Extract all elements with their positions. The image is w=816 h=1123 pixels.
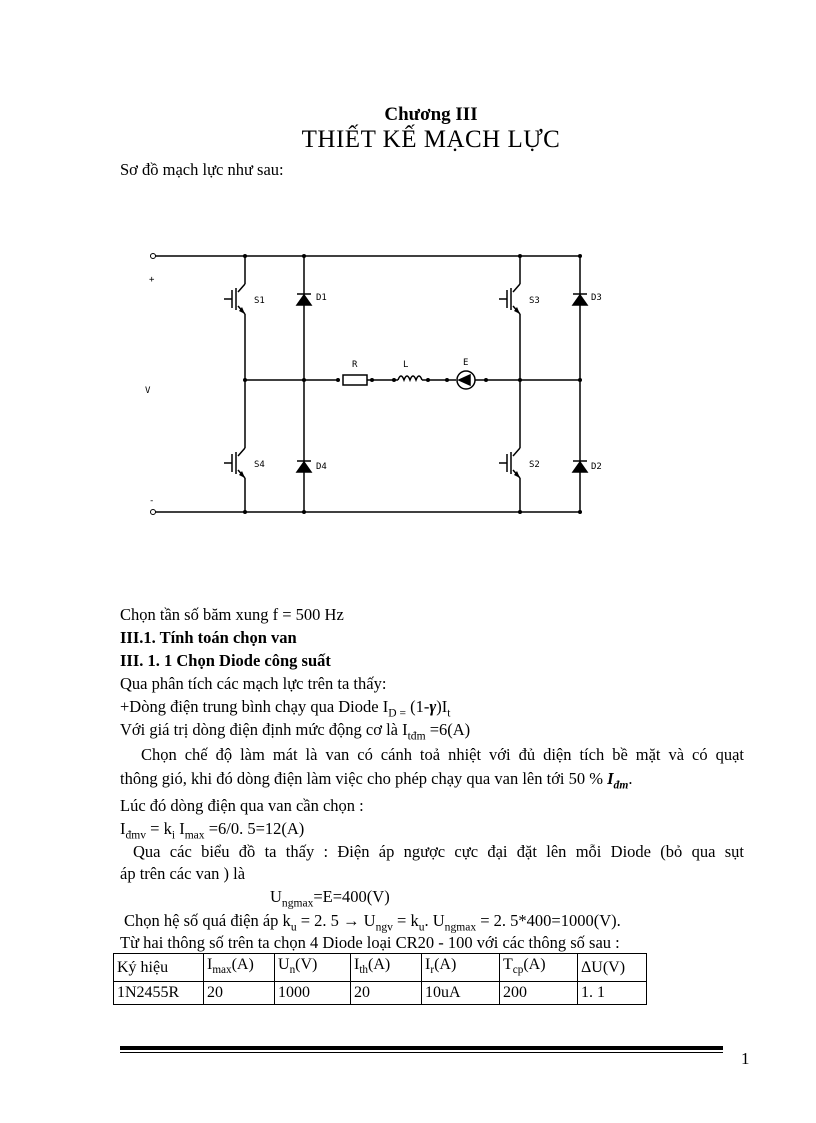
diode-d3 — [573, 295, 587, 305]
section-heading: III.1. Tính toán chọn van — [120, 628, 297, 647]
table-cell: 20 — [204, 982, 275, 1005]
header-cell: Ký hiệu — [114, 954, 204, 982]
label-d3: D3 — [591, 293, 602, 303]
page-number: 1 — [741, 1049, 750, 1068]
label-minus: - — [149, 496, 155, 506]
label-s2: S2 — [529, 460, 540, 470]
label-s4: S4 — [254, 460, 265, 470]
inductor-l — [398, 376, 422, 380]
table-header-row — [114, 954, 647, 982]
resistor-r — [343, 375, 367, 385]
header-cell: $I_{th}(A)$ — [351, 954, 422, 982]
terminal-plus — [151, 254, 156, 259]
formula-voltage: $U_{ngmax}=E=400(V)$ — [270, 887, 390, 910]
label-d2: D2 — [591, 462, 602, 472]
diode-d1 — [297, 295, 311, 305]
label-v: V — [145, 386, 151, 396]
table-cell: 1000 — [275, 982, 351, 1005]
table-cell: 20 — [351, 982, 422, 1005]
label-s3: S3 — [529, 296, 540, 306]
overvoltage-line: Chọn hệ số quá điện áp $k_u = 2$. $5 \to U_{ngv} = k_u$. $U_{ngmax} = 2$. 5*400=1000(V). — [124, 911, 621, 934]
terminal-minus — [151, 510, 156, 515]
diode-choice-line: Từ hai thông số trên ta chọn 4 Diode loại CR20 - 100 với các thông số sau : — [120, 933, 620, 952]
header-cell: $I_r(A)$ — [422, 954, 500, 982]
label-plus: + — [149, 275, 155, 285]
subsection-heading: III. 1. 1 Chọn Diode công suất — [120, 651, 331, 670]
intro-text: Sơ đồ mạch lực như sau: — [120, 160, 284, 179]
footer-rule-thin — [120, 1052, 723, 1053]
cooling-line-2: thông gió, khi đó dòng điện làm việc cho phép chạy qua van lên tới 50 % $I_{đm}$. — [120, 769, 633, 792]
diode-d2 — [573, 462, 587, 472]
table-row — [114, 982, 647, 1005]
diode-current-line: +Dòng điện trung bình chạy qua Diode $I_{D =}$ $(1-\gamma)I_t$ — [120, 697, 451, 720]
table-cell: 10uA — [422, 982, 500, 1005]
header-cell: $I_{max}(A)$ — [204, 954, 275, 982]
reverse-voltage-line-2: áp trên các van ) là — [120, 864, 246, 883]
table-cell: 200 — [500, 982, 578, 1005]
label-s1: S1 — [254, 296, 265, 306]
rated-current-line: Với giá trị dòng điện định mức động cơ là $I_{tđm} =6(A)$ — [120, 720, 471, 743]
header-cell: $U_n(V)$ — [275, 954, 351, 982]
table-cell: 1. 1 — [578, 982, 647, 1005]
label-d4: D4 — [316, 462, 327, 472]
chapter-label: Chương III — [384, 104, 478, 125]
label-l: L — [403, 360, 409, 370]
label-e: E — [463, 358, 469, 368]
page-title: THIẾT KẾ MẠCH LỰC — [301, 126, 561, 153]
select-current-line: Lúc đó dòng điện qua van cần chọn : — [120, 796, 364, 815]
label-d1: D1 — [316, 293, 327, 303]
frequency-line: Chọn tần số băm xung f = 500 Hz — [120, 605, 344, 624]
header-cell: ΔU(V) — [578, 954, 647, 982]
diode-d4 — [297, 462, 311, 472]
footer-rule-thick — [120, 1046, 723, 1050]
cooling-line-1: Chọn chế độ làm mát là van có cánh toả nhiệt với đủ diện tích bề mặt và có quạt — [141, 745, 744, 764]
header-cell: $T_{cp}(A)$ — [500, 954, 578, 982]
formula-current: $I_{đmv} = k_i$ $I_{max} =6/0$. 5=12(A) — [120, 819, 305, 842]
reverse-voltage-line-1: Qua các biểu đồ ta thấy : Điện áp ngược cực đại đặt lên mỗi Diode (bỏ qua sụt — [133, 842, 744, 861]
table-cell: 1N2455R — [114, 982, 204, 1005]
diode-spec-table — [113, 953, 647, 1005]
analysis-line: Qua phân tích các mạch lực trên ta thấy: — [120, 674, 387, 693]
label-r: R — [352, 360, 358, 370]
